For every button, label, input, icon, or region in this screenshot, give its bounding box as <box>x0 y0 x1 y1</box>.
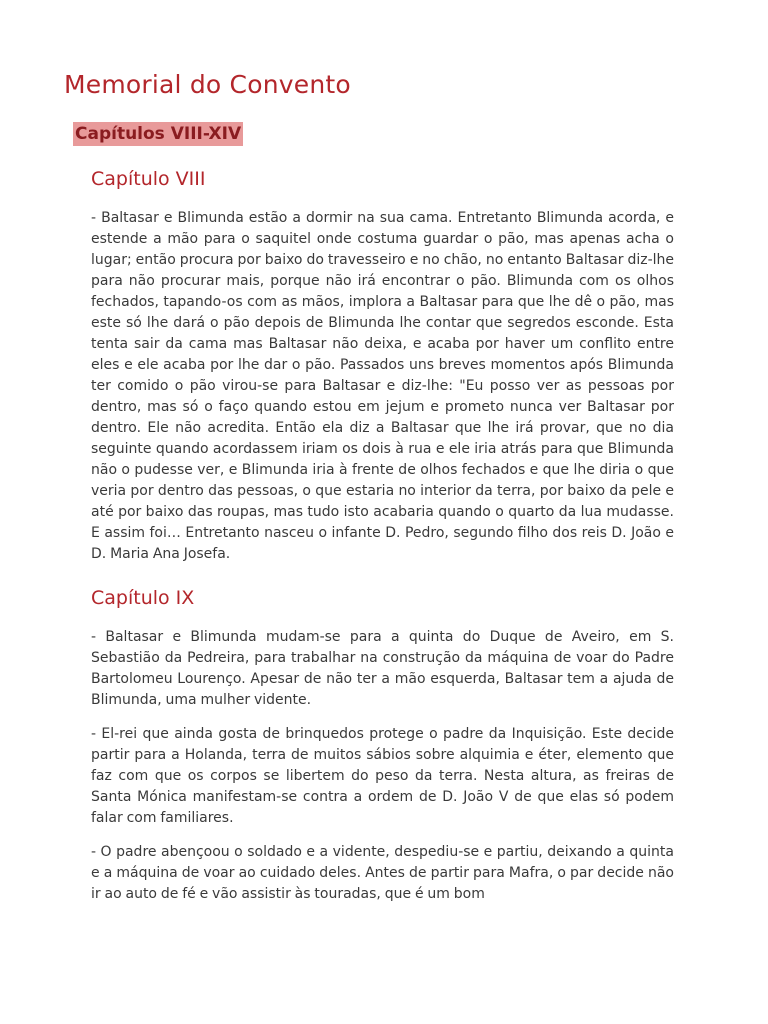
section-heading: Capítulos VIII-XIV <box>75 124 242 144</box>
chapter-paragraph: - El-rei que ainda gosta de brinquedos protege o padre da Inquisição. Este decide partir para a Holanda, terra de muitos sábios sobre alquimia e éter, elemento que faz com que os corpos se libertem do peso da terra. Nesta altura, as freiras de Santa Mónica manifestam-se contra a ordem de D. João V de que elas só podem falar com familiares. <box>91 726 674 826</box>
chapter-paragraph: - Baltasar e Blimunda mudam-se para a quinta do Duque de Aveiro, em S. Sebastião da Pedreira, para trabalhar na construção da máquina de voar do Padre Bartolomeu Lourenço. Apesar de não ter a mão esquerda, Baltasar tem a ajuda de Blimunda, uma mulher vidente. <box>91 629 674 708</box>
document-title: Memorial do Convento <box>64 70 351 99</box>
chapter-title: Capítulo IX <box>91 587 195 609</box>
chapter-viii <box>91 166 674 565</box>
chapter-ix <box>91 585 674 905</box>
document-body <box>91 166 674 905</box>
chapter-paragraph: - O padre abençoou o soldado e a vidente, despediu-se e partiu, deixando a quinta e a máquina de voar ao cuidado deles. Antes de partir para Mafra, o par decide não ir ao auto de fé e vão assistir às touradas, que é um bom <box>91 844 674 902</box>
chapter-title: Capítulo VIII <box>91 168 206 190</box>
chapter-paragraph: - Baltasar e Blimunda estão a dormir na sua cama. Entretanto Blimunda acorda, e estende a mão para o saquitel onde costuma guardar o pão, mas apenas acha o lugar; então procura por baixo do travesseiro e no chão, no entanto Baltasar diz-lhe para não procurar mais, porque não irá encontrar o pão. Blimunda com os olhos fechados, tapando-os com as mãos, implora a Baltasar para que lhe dê o pão, mas este só lhe dará o pão depois de Blimunda lhe contar que segredos esconde. Esta tenta sair da cama mas Baltasar não deixa, e acaba por haver um conflito entre eles e ele acaba por lhe dar o pão. Passados uns breves momentos após Blimunda ter comido o pão virou-se para Baltasar e diz-lhe: "Eu posso ver as pessoas por dentro, mas só o faço quando estou em jejum e prometo nunca ver Baltasar por dentro. Ele não acredita. Então ela diz a Baltasar que lhe irá provar, que no dia seguinte quando acordassem iriam os dois à rua e ele iria atrás para que Blimunda não o pudesse ver, e Blimunda iria à frente de olhos fechados e que lhe diria o que veria por dentro das pessoas, o que estaria no interior da terra, por baixo da pele e até por baixo das roupas, mas tudo isto acabaria quando o quarto da lua mudasse. E assim foi… Entretanto nasceu o infante D. Pedro, segundo filho dos reis D. João e D. Maria Ana Josefa. <box>91 210 674 562</box>
